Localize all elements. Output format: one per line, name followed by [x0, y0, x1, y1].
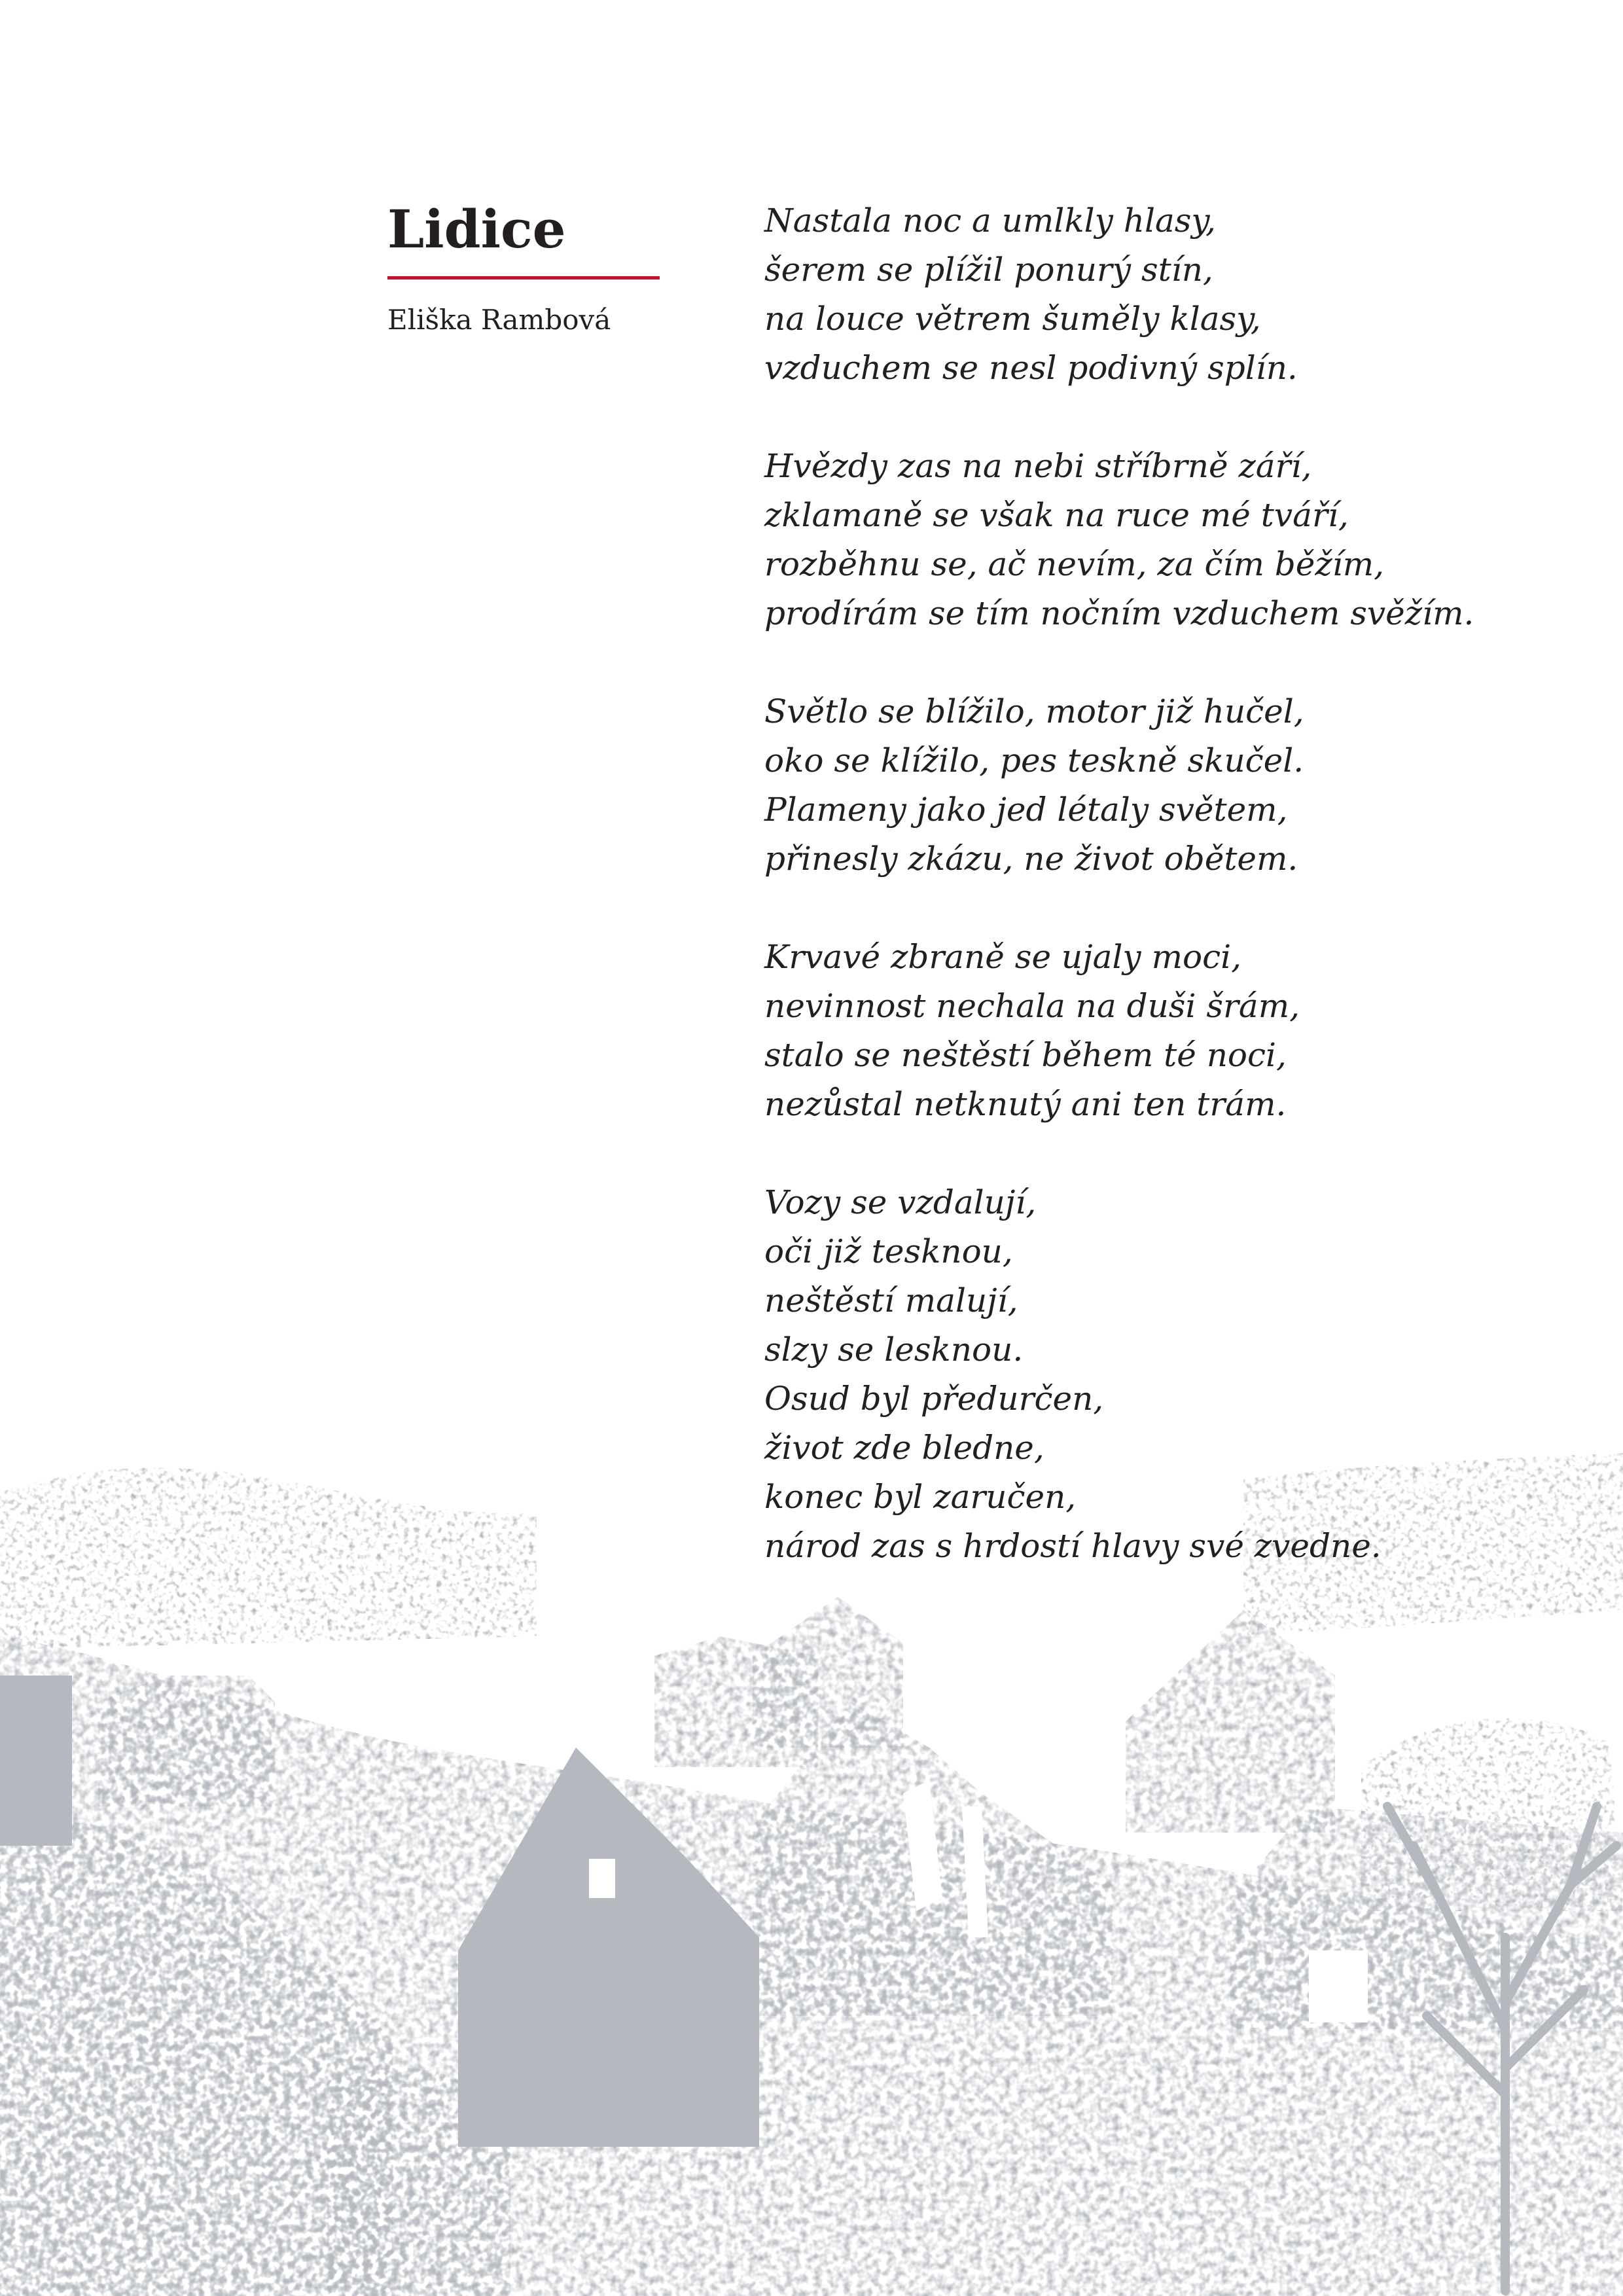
verse-line: konec byl zaručen, [764, 1478, 1077, 1516]
stanza [764, 933, 1550, 1129]
verse-line: Nastala noc a umlkly hlasy, [764, 202, 1216, 240]
verse-line: neštěstí malují, [764, 1282, 1018, 1319]
poem-title: Lidice [387, 198, 566, 260]
verse-line: přinesly zkázu, ne život obětem. [764, 840, 1298, 878]
verse-line: prodírám se tím nočním vzduchem svěžím. [764, 594, 1474, 632]
stanza [764, 1178, 1550, 1571]
verse-line: Plameny jako jed létaly světem, [764, 791, 1288, 829]
verse-line: zklamaně se však na ruce mé tváří, [764, 496, 1349, 534]
verse-line: život zde bledne, [764, 1429, 1044, 1467]
verse-line: oči již tesknou, [764, 1232, 1013, 1270]
verse-line: rozběhnu se, ač nevím, za čím běžím, [764, 545, 1384, 583]
stanza [764, 442, 1550, 638]
verse-line: Osud byl předurčen, [764, 1380, 1104, 1418]
verse-line: šerem se plížil ponurý stín, [764, 251, 1213, 289]
title-underline [387, 276, 660, 279]
verse-line: Hvězdy zas na nebi stříbrně září, [764, 447, 1312, 485]
verse-line: na louce větrem šuměly klasy, [764, 300, 1261, 338]
verse-line: oko se klížilo, pes teskně skučel. [764, 742, 1304, 780]
verse-line: slzy se lesknou. [764, 1331, 1024, 1369]
verse-line: Vozy se vzdalují, [764, 1183, 1037, 1221]
verse-line: národ zas s hrdostí hlavy své zvedne. [764, 1527, 1382, 1565]
poem-header [387, 196, 662, 338]
verse-line: nevinnost nechala na duši šrám, [764, 987, 1300, 1025]
verse-line: Krvavé zbraně se ujaly moci, [764, 938, 1241, 976]
stanza [764, 687, 1550, 884]
verse-line: nezůstal netknutý ani ten trám. [764, 1085, 1287, 1123]
poem-author: Eliška Rambová [387, 304, 611, 336]
stanza [764, 196, 1550, 393]
verse-line: stalo se neštěstí během té noci, [764, 1036, 1287, 1074]
poem-body [764, 196, 1550, 1620]
verse-line: vzduchem se nesl podivný splín. [764, 349, 1298, 387]
verse-line: Světlo se blížilo, motor již hučel, [764, 692, 1304, 730]
